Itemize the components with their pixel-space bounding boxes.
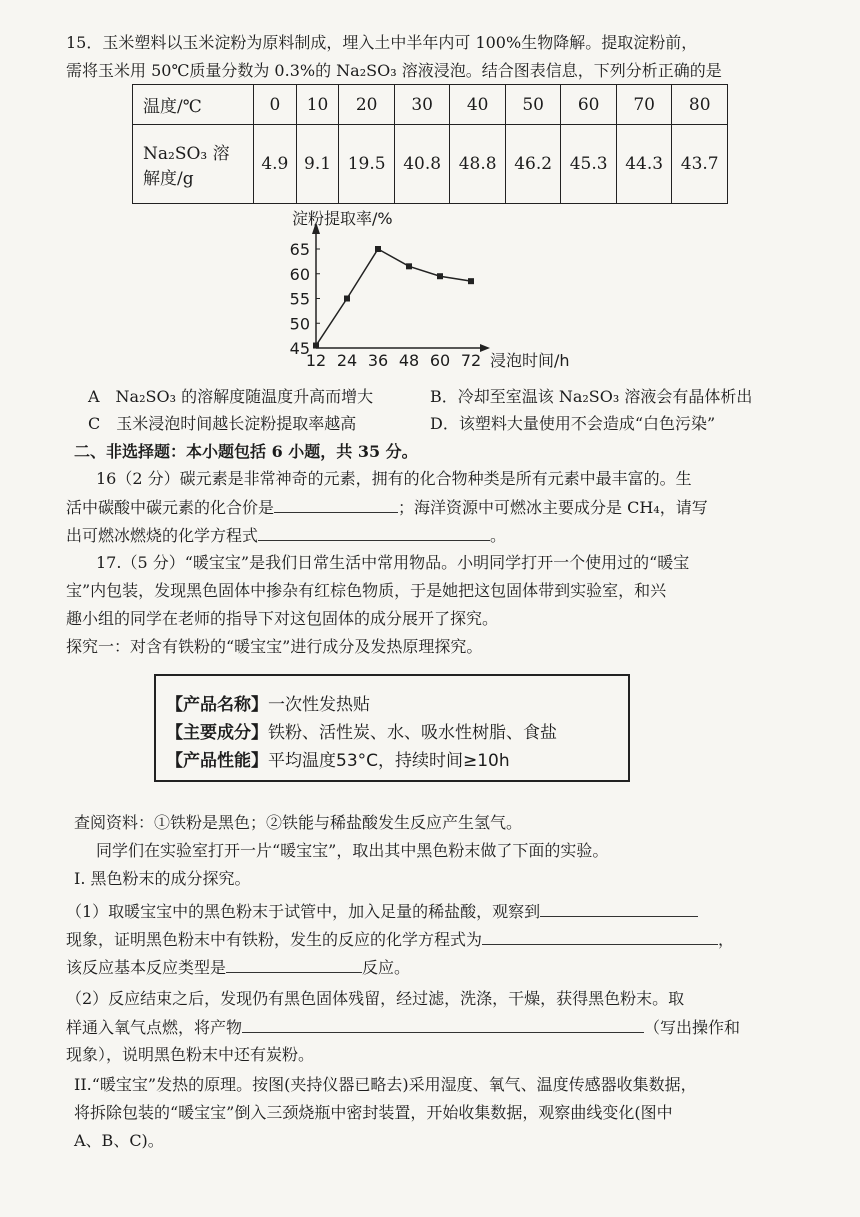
- solubility-cell: 44.3: [616, 125, 672, 204]
- solubility-cell: 46.2: [505, 125, 561, 204]
- x-axis-arrow: [480, 344, 490, 352]
- product-performance-value: 平均温度53°C，持续时间≥10h: [268, 751, 510, 771]
- x-tick-label: 60: [429, 351, 451, 370]
- product-name-row: [166, 690, 370, 715]
- x-axis-label: 浸泡时间/h: [490, 351, 570, 370]
- p1-line1: [66, 898, 698, 925]
- p1-line2-text-a: 现象，证明黑色粉末中有铁粉，发生的反应的化学方程式为: [66, 930, 483, 949]
- q16-line1: 16（2 分）碳元素是非常神奇的元素，拥有的化合物种类是所有元素中最丰富的。生: [96, 469, 692, 488]
- p1-line3-text-b: 反应。: [362, 958, 411, 977]
- experiment-intro: 同学们在实验室打开一片“暖宝宝”，取出其中黑色粉末做了下面的实验。: [96, 841, 609, 860]
- product-performance-key: 【产品性能】: [166, 751, 268, 771]
- y-tick-label: 50: [289, 314, 310, 334]
- temperature-cell: 60: [561, 85, 617, 125]
- q16-line2-text-a: 活中碳酸中碳元素的化合价是: [66, 498, 275, 517]
- solubility-cell: 19.5: [339, 125, 395, 204]
- q16-line3-text-b: 。: [490, 526, 507, 545]
- q17-line3: 趣小组的同学在老师的指导下对这包固体的成分展开了探究。: [66, 609, 499, 628]
- p2-line2-text-b: （写出操作和: [644, 1018, 741, 1037]
- part-two-line1: II.“暖宝宝”发热的原理。按图(夹持仪器已略去)采用湿度、氧气、温度传感器收集数据，: [74, 1075, 697, 1094]
- product-ingredients-row: [166, 718, 557, 743]
- x-tick-label: 12: [305, 351, 327, 370]
- x-tick-label: 24: [336, 351, 358, 370]
- solubility-cell: 48.8: [450, 125, 506, 204]
- p2-line2: [66, 1014, 740, 1041]
- p2-line1: （2）反应结束之后，发现仍有黑色固体残留，经过滤，洗涤，干燥，获得黑色粉末。取: [66, 989, 685, 1008]
- part-two-line2: 将拆除包装的“暖宝宝”倒入三颈烧瓶中密封装置，开始收集数据，观察曲线变化(图中: [74, 1103, 673, 1122]
- p1-line2: [66, 926, 734, 953]
- y-tick-label: 45: [289, 339, 310, 358]
- product-ingredients-key: 【主要成分】: [166, 723, 268, 743]
- solubility-cell: 40.8: [394, 125, 450, 204]
- p2-line3: 现象），说明黑色粉末中还有炭粉。: [66, 1045, 315, 1064]
- q16-line3: [66, 522, 506, 549]
- explore-one-title: 探究一：对含有铁粉的“暖宝宝”进行成分及发热原理探究。: [66, 637, 483, 656]
- solubility-table: [132, 84, 728, 204]
- solubility-header-line2: 解度/g: [143, 169, 194, 190]
- data-point: [437, 273, 443, 279]
- part-one-title: I. 黑色粉末的成分探究。: [74, 869, 251, 888]
- p1-reaction-type-blank[interactable]: [226, 954, 362, 973]
- x-tick-label: 72: [460, 351, 482, 370]
- solubility-header: [133, 125, 254, 204]
- solubility-cell: 9.1: [296, 125, 339, 204]
- temperature-cell: 20: [339, 85, 395, 125]
- solubility-cell: 4.9: [254, 125, 297, 204]
- data-point: [344, 296, 350, 302]
- p1-line3: [66, 954, 410, 981]
- p1-phenomenon-blank[interactable]: [540, 898, 698, 917]
- product-name-key: 【产品名称】: [166, 695, 268, 715]
- solubility-cell: 43.7: [672, 125, 728, 204]
- temperature-row: [133, 85, 728, 125]
- solubility-header-line1: Na₂SO₃ 溶: [143, 144, 230, 165]
- q15-option-a[interactable]: A Na₂SO₃ 的溶解度随温度升高而增大: [88, 387, 374, 406]
- extraction-rate-chart: [270, 208, 600, 376]
- q15-stem-line2: 需将玉米用 50℃质量分数为 0.3%的 Na₂SO₃ 溶液浸泡。结合图表信息，下列分析正确的是: [66, 61, 722, 80]
- y-tick-label: 55: [289, 289, 310, 309]
- solubility-row: [133, 125, 728, 204]
- product-ingredients-value: 铁粉、活性炭、水、吸水性树脂、食盐: [268, 723, 557, 743]
- q16-line2: [66, 494, 708, 521]
- x-tick-label: 36: [367, 351, 389, 370]
- p1-equation-blank[interactable]: [482, 926, 718, 945]
- p1-line2-text-b: ，: [718, 930, 735, 949]
- q15-option-c[interactable]: C 玉米浸泡时间越长淀粉提取率越高: [88, 414, 357, 433]
- p2-line2-text-a: 样通入氧气点燃，将产物: [66, 1018, 243, 1037]
- y-tick-label: 60: [289, 264, 310, 284]
- q15-stem-line1: 15．玉米塑料以玉米淀粉为原料制成，埋入土中半年内可 100%生物降解。提取淀粉前，: [66, 33, 698, 52]
- temperature-cell: 0: [254, 85, 297, 125]
- y-tick-label: 65: [289, 240, 310, 259]
- temperature-cell: 10: [296, 85, 339, 125]
- q16-valence-blank[interactable]: [274, 494, 398, 513]
- product-name-value: 一次性发热贴: [268, 695, 370, 715]
- part-two-line3: A、B、C)。: [74, 1131, 164, 1150]
- p1-line1-text: （1）取暖宝宝中的黑色粉末于试管中，加入足量的稀盐酸，观察到: [66, 902, 541, 921]
- temperature-cell: 50: [505, 85, 561, 125]
- q15-option-d[interactable]: D．该塑料大量使用不会造成“白色污染”: [430, 414, 716, 433]
- data-point: [375, 246, 381, 252]
- q16-line3-text-a: 出可燃冰燃烧的化学方程式: [66, 526, 259, 545]
- temperature-cell: 70: [616, 85, 672, 125]
- data-point: [406, 263, 412, 269]
- product-performance-row: [166, 746, 510, 771]
- temperature-cell: 30: [394, 85, 450, 125]
- data-point: [468, 278, 474, 284]
- temperature-cell: 80: [672, 85, 728, 125]
- series-line: [316, 249, 471, 346]
- temperature-cell: 40: [450, 85, 506, 125]
- x-tick-label: 48: [398, 351, 420, 370]
- y-axis-label: 淀粉提取率/%: [292, 209, 393, 228]
- temperature-header: 温度/℃: [133, 85, 254, 125]
- q16-line2-text-b: ；海洋资源中可燃冰主要成分是 CH₄，请写: [398, 498, 708, 517]
- p1-line3-text-a: 该反应基本反应类型是: [66, 958, 227, 977]
- product-info-box: [154, 674, 630, 782]
- q16-equation-blank[interactable]: [258, 522, 490, 541]
- q17-line2: 宝”内包装，发现黑色固体中掺杂有红棕色物质，于是她把这包固体带到实验室，和兴: [66, 581, 667, 600]
- q15-option-b[interactable]: B．冷却至室温该 Na₂SO₃ 溶液会有晶体析出: [430, 387, 753, 406]
- q17-line1: 17.（5 分）“暖宝宝”是我们日常生活中常用物品。小明同学打开一个使用过的“暖宝: [96, 553, 690, 572]
- data-point: [313, 343, 319, 349]
- solubility-cell: 45.3: [561, 125, 617, 204]
- reference-info: 查阅资料：①铁粉是黑色；②铁能与稀盐酸发生反应产生氢气。: [74, 813, 523, 832]
- p2-product-blank[interactable]: [242, 1014, 644, 1033]
- section-heading: 二、非选择题：本小题包括 6 小题，共 35 分。: [74, 442, 418, 461]
